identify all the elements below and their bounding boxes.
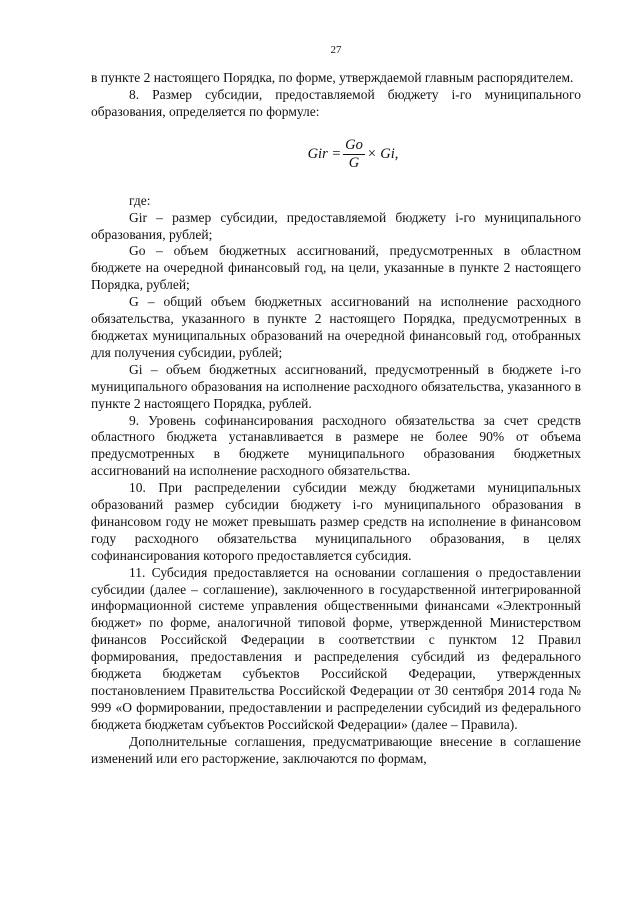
formula-rhs: × Gi,	[366, 146, 399, 163]
subsidy-formula	[125, 121, 581, 189]
formula-numerator: Go	[345, 137, 363, 154]
page-number: 27	[330, 44, 342, 56]
paragraph-additional-agreements: Дополнительные соглашения, предусматривающие внесение в соглашение изменений или его расторжение, заключаются по формам,	[91, 733, 581, 766]
formula-fraction	[343, 137, 365, 172]
intro-paragraph: в пункте 2 настоящего Порядка, по форме, утверждаемой главным распорядителем.	[91, 70, 574, 85]
paragraph-8: 8. Размер субсидии, предоставляемой бюджету i-го муниципального образования, определяется по формуле:	[91, 86, 581, 119]
definition-gir: Gir – размер субсидии, предоставляемой бюджету i-го муниципального образования, рублей;	[91, 209, 581, 242]
paragraph-11: 11. Субсидия предоставляется на основании соглашения о предоставлении субсидии (далее – соглашение), заключенного в государственной интегрированной информационной системе управления общественными финансами «Электронный бюджет» по форме, аналогичной типовой форме, утвержденной Министерством финансов Российской Федерации в соответствии с пунктом 12 Правил формирования, предоставления и распределения субсидий из федерального бюджета бюджетам субъектов Российской Федерации, утвержденных постановлением Правительства Российской Федерации от 30 сентября 2014 года № 999 «О формировании, предоставлении и распределении субсидий из федерального бюджета бюджетам субъектов Российской Федерации» (далее – Правила).	[91, 564, 581, 732]
where-label: где:	[129, 192, 151, 208]
formula-denominator: G	[348, 155, 360, 172]
formula-lhs: Gir =	[307, 146, 342, 163]
paragraph-10: 10. При распределении субсидии между бюджетами муниципальных образований размер субсидии бюджету i-го муниципального образования в финансовом году не может превышать размер средств на исполнение в финансовом году расходного обязательства муниципального образования, в целях софинансирования которого предоставляется субсидия.	[91, 480, 581, 563]
definition-g: G – общий объем бюджетных ассигнований на исполнение расходного обязательства, указанного в пункте 2 настоящего Порядка, предусмотренных в бюджетах муниципальных образований на очередной финансовый год, отобранных для получения субсидии, рублей;	[91, 294, 581, 360]
paragraph-9: 9. Уровень софинансирования расходного обязательства за счет средств областного бюджета устанавливается в размере не более 90% от объема предусмотренных в бюджете муниципального образования бюджетных ассигнований на исполнение расходного обязательства.	[91, 412, 581, 479]
definition-gi: Gi – объем бюджетных ассигнований, предусмотренный в бюджете i-го муниципального образования на исполнение расходного обязательства, указанного в пункте 2 настоящего Порядка, рублей.	[91, 361, 581, 411]
definition-go: Go – объем бюджетных ассигнований, предусмотренных в областном бюджете на очередной финансовый год, на цели, указанные в пункте 2 настоящего Порядка, рублей;	[91, 243, 581, 293]
